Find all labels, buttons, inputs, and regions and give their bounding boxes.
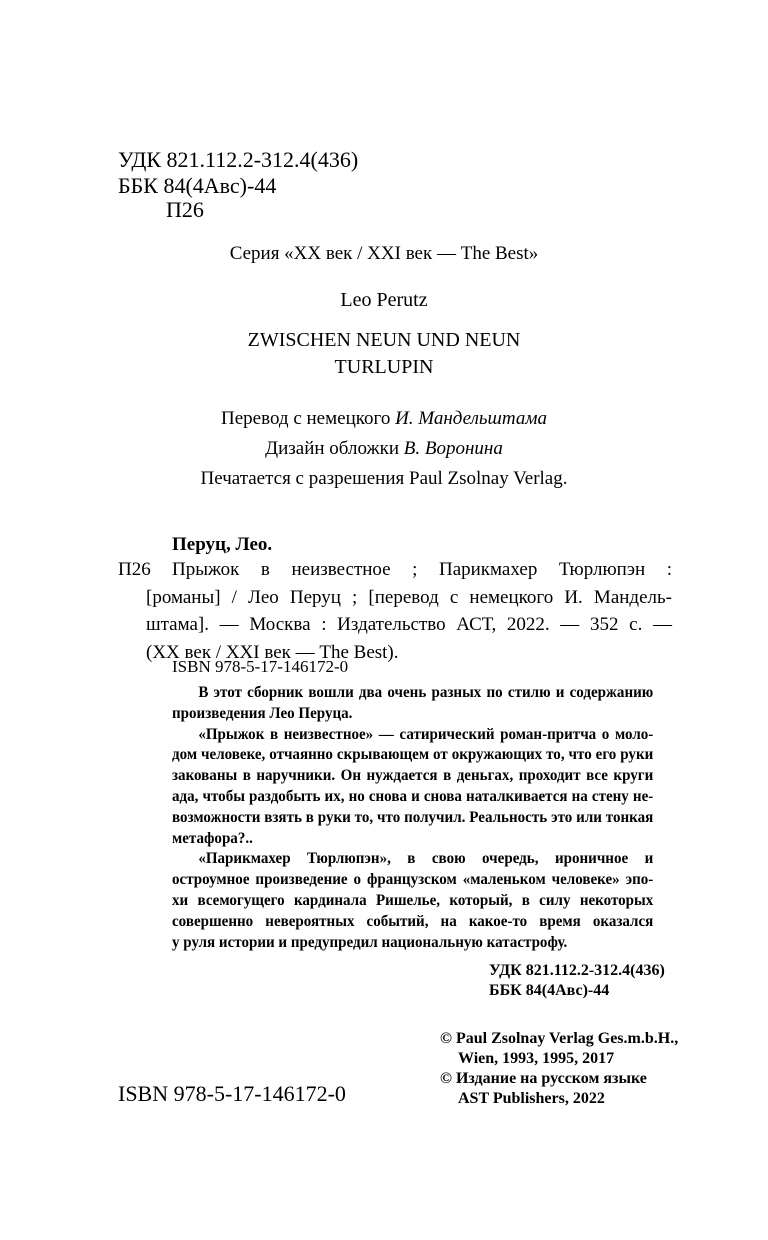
- udk-code: УДК 821.112.2-312.4(436): [118, 147, 359, 172]
- record-line: [романы] / Лео Перуц ; [перевод с немецкого И. Мандель-: [146, 586, 672, 608]
- permission-line: Печатается с разрешения Paul Zsolnay Verlag.: [200, 468, 568, 489]
- record-line: Прыжок в неизвестное ; Парикмахер Тюрлюпэн :: [172, 559, 672, 580]
- annotation-line: остроумное произведение о французском «маленьком человеке» эпо-: [172, 871, 654, 889]
- record-isbn: ISBN 978-5-17-146172-0: [172, 657, 349, 676]
- bbk-code: ББК 84(4Авс)-44: [118, 173, 277, 198]
- copyright-line1: © Paul Zsolnay Verlag Ges.m.b.H.,: [440, 1030, 679, 1047]
- annotation-line: «Парикмахер Тюрлюпэн», в свою очередь, ироничное и: [198, 850, 654, 868]
- cover-label: Дизайн обложки: [265, 438, 404, 459]
- original-title-line2: TURLUPIN: [334, 356, 434, 378]
- translation-label: Перевод с немецкого: [221, 408, 396, 429]
- copyright-line3: © Издание на русском языке: [440, 1070, 647, 1087]
- annotation-line: «Прыжок в неизвестное» — сатирический роман-притча о моло-: [198, 725, 654, 743]
- translator-name: И. Мандельштама: [395, 408, 547, 429]
- annotation-line: хи всемогущего кардинала Ришелье, который, в силу некоторых: [172, 891, 654, 909]
- annotation-line: у руля истории и предупредил национальную катастрофу.: [172, 933, 568, 951]
- bottom-bbk-code: ББК 84(4Авс)-44: [489, 982, 610, 999]
- annotation: [172, 683, 653, 953]
- record-line: (XX век / XXI век — The Best).: [146, 641, 399, 663]
- record-line: штама]. — Москва : Издательство АСТ, 2022. — 352 с. —: [146, 614, 672, 635]
- original-author: Leo Perutz: [340, 289, 428, 311]
- original-title-line1: ZWISCHEN NEUN UND NEUN: [247, 329, 521, 351]
- cover-credit: [0, 436, 768, 462]
- bottom-udk-code: УДК 821.112.2-312.4(436): [489, 962, 665, 979]
- annotation-line: произведения Лео Перуца.: [172, 704, 353, 722]
- copyright-line4: AST Publishers, 2022: [458, 1090, 605, 1107]
- annotation-line: В этот сборник вошли два очень разных по стилю и содержанию: [198, 684, 654, 701]
- copyright-line2: Wien, 1993, 1995, 2017: [458, 1050, 615, 1067]
- cover-designer-name: В. Воронина: [403, 438, 503, 459]
- isbn-footer: ISBN 978-5-17-146172-0: [118, 1081, 346, 1106]
- annotation-line: возможности взять в руки то, что получил. Реальность это или тонкая: [172, 808, 654, 826]
- annotation-line: дом человеке, отчаянно скрывающем от окружающих то, что его руки: [172, 746, 654, 764]
- translation-credit: [0, 406, 768, 432]
- record-description: [146, 556, 672, 666]
- annotation-line: ада, чтобы раздобыть их, но снова и снова наталкивается на стену не-: [172, 787, 654, 805]
- record-mark: П26: [118, 559, 151, 580]
- series-line: Серия «XX век / XXI век — The Best»: [229, 243, 539, 264]
- annotation-line: метафора?..: [172, 829, 253, 847]
- author-mark: П26: [166, 197, 204, 222]
- annotation-line: закованы в наручники. Он нуждается в деньгах, проходит все круги: [172, 767, 654, 785]
- record-heading: Перуц, Лео.: [172, 534, 273, 555]
- annotation-line: совершенно невероятных событий, на какое-то время оказался: [172, 912, 654, 930]
